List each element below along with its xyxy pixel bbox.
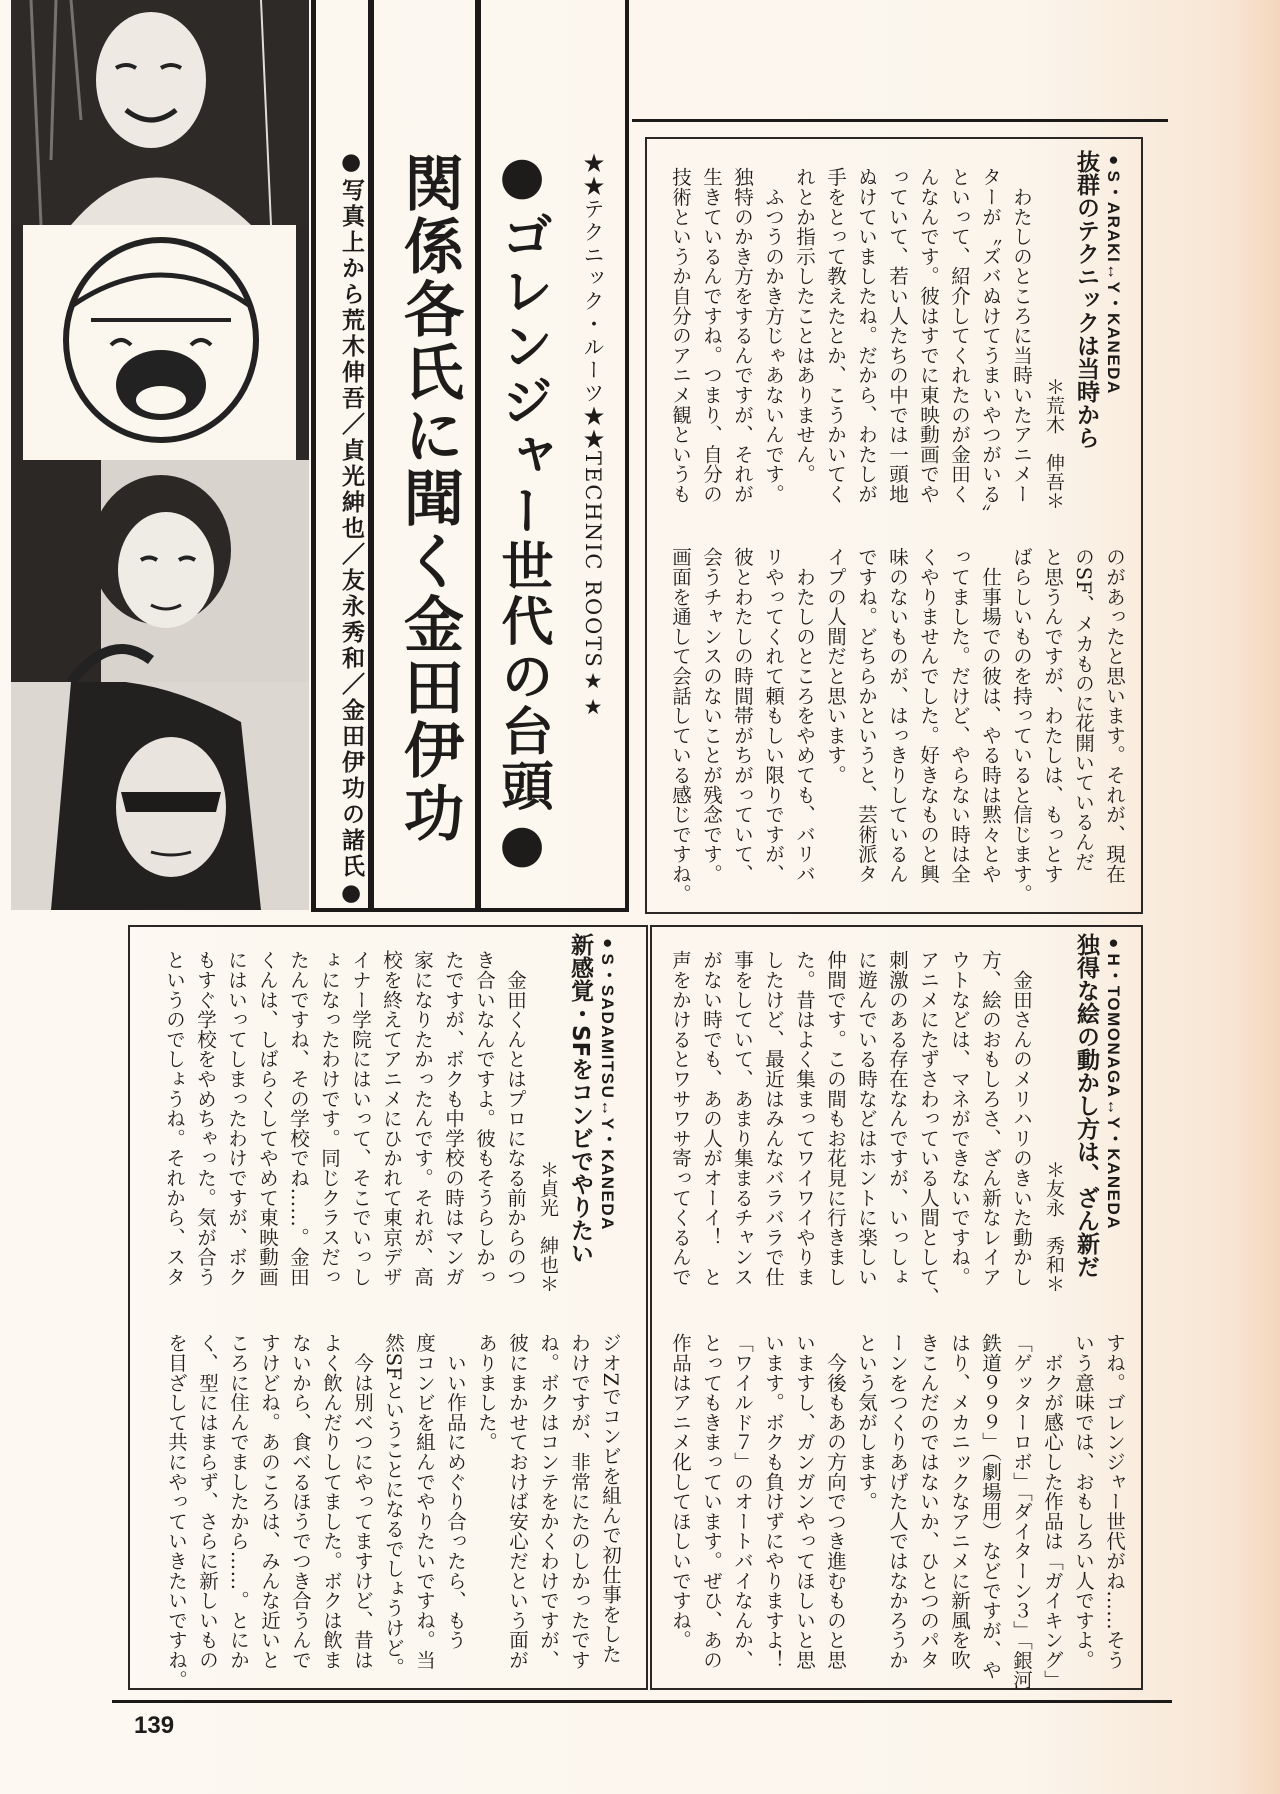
text-line: 鉄道９９９」（劇場用）などですが、や: [979, 1333, 1002, 1680]
text-line: いますし、ガンガンやってほしいと思: [793, 1333, 816, 1670]
text-line: た。昔はよく集まってワイワイやりま: [793, 950, 816, 1287]
text-line: ないから、食べるほうでつき合うんで: [289, 1333, 312, 1670]
text-line: わたしのところをやめても、バリバ: [793, 547, 816, 884]
text-line: 仲間です。この間もお花見に行きまし: [824, 950, 847, 1287]
cartoon-helmet-character: [11, 225, 309, 460]
article-body: [665, 547, 1130, 907]
article-heading: 独得な絵の動かし方は、ざん新だ: [1073, 933, 1099, 1278]
text-line: ふつうのかき方じゃあないんです。: [762, 167, 785, 504]
text-line: れとか指示したことはありません。: [793, 167, 816, 484]
text-line: と思うんですが、わたしは、もっとす: [1041, 547, 1064, 884]
text-line: ばらしいものを持っていると信じます。: [1010, 547, 1033, 904]
article-sadamitsu-lower: [161, 1333, 626, 1693]
text-line: いう意味では、おもしろい人ですよ。: [1072, 1333, 1095, 1670]
text-line: 然SFということになるでしょうけど。: [382, 1333, 405, 1678]
article-author: ＊友永 秀和＊: [1043, 1160, 1065, 1293]
text-line: き合いなんですよ。彼もそうらしかっ: [473, 950, 496, 1287]
photo-portrait-tomonaga: [11, 682, 309, 910]
text-line: という気がします。: [855, 1333, 878, 1512]
article-author: ＊荒木 伸吾＊: [1043, 377, 1065, 510]
text-line: にはいってしまったわけですが、ボク: [225, 950, 248, 1287]
header-rule: [632, 119, 1168, 122]
text-line: のSF、メカものに花開いているんだ: [1072, 547, 1095, 872]
text-line: ボクが感心した作品は「ガイキング」: [1041, 1333, 1064, 1690]
article-araki-lower: [665, 547, 1130, 907]
text-line: ターが〝ズバぬけてうまいやつがいる〟: [979, 167, 1002, 524]
article-araki-upper: [665, 150, 1125, 524]
text-line: というのでしょうね。それから、スタ: [163, 950, 186, 1287]
text-line: きこんだのではないか、ひとつのパタ: [917, 1333, 940, 1670]
text-line: ですね。どちらかというと、芸術派タ: [855, 547, 878, 884]
text-line: すけどね。あのころは、みんな近いと: [258, 1333, 281, 1670]
photo-portrait-sadamitsu: [11, 460, 309, 682]
article-body: [665, 1333, 1130, 1693]
article-body: [665, 933, 1037, 1307]
text-line: がない時でも、あの人がオーイ！ と: [700, 950, 723, 1287]
text-line: 声をかけるとワサワサ寄ってくるんで: [669, 950, 692, 1287]
frame-rule: [368, 0, 374, 912]
text-line: 技術というか自分のアニメ観というも: [669, 167, 692, 504]
text-line: ってました。だけど、やらない時は全: [948, 547, 971, 884]
text-line: ありました。: [475, 1333, 498, 1452]
text-line: ジオZでコンビを組んで初仕事をした: [599, 1333, 622, 1664]
article-tomonaga-lower: [665, 1333, 1130, 1693]
article-body: [665, 150, 1037, 524]
footer-rule: [112, 1700, 1172, 1703]
text-line: 度コンビを組んでやりたいですね。当: [413, 1333, 436, 1670]
text-line: ね。ボクはコンテをかくわけですが、: [537, 1333, 560, 1670]
text-line: ころに住んでましたから……。とにか: [227, 1333, 250, 1670]
portrait-image: [11, 0, 309, 225]
text-line: わけですが、非常にたのしかったです: [568, 1333, 591, 1670]
frame-rule: [625, 0, 629, 912]
text-line: んなんです。彼はすでに東映動画でや: [917, 167, 940, 504]
article-body: [159, 933, 531, 1293]
text-line: います。ボクも負けずにやりますよ！: [762, 1333, 785, 1670]
text-line: 家になりたかったんです。それが、高: [411, 950, 434, 1287]
text-line: 事をしていて、あまり集まるチャンス: [731, 950, 754, 1287]
main-title: 関係各氏に聞く金田伊功: [394, 152, 464, 845]
interview-label: ●H・TOMONAGA↔Y・KANEDA: [1104, 933, 1123, 1231]
text-line: 金田さんのメリハリのきいた動かし: [1010, 950, 1033, 1287]
article-sadamitsu-upper: [159, 933, 619, 1293]
text-line: もすぐ学校をやめちゃった。気が合う: [194, 950, 217, 1287]
text-line: ーンをつくりあげた人ではなかろうか: [886, 1333, 909, 1670]
text-line: くんは、しばらくしてやめて東映動画: [256, 950, 279, 1287]
text-line: 金田くんとはプロになる前からのつ: [504, 950, 527, 1287]
text-line: に遊んでいる時などはホントに楽しい: [855, 950, 878, 1287]
text-line: 生きているんですね。つまり、自分の: [700, 167, 723, 504]
article-author: ＊貞光 紳也＊: [537, 1160, 559, 1293]
text-line: わたしのところに当時いたアニメー: [1010, 167, 1033, 504]
frame-rule: [311, 0, 316, 912]
article-body: [161, 1333, 626, 1693]
article-heading: 抜群のテクニックは当時から: [1073, 150, 1099, 449]
frame-rule: [475, 0, 481, 912]
text-line: はり、メカニックなアニメに新風を吹: [948, 1333, 971, 1670]
text-line: を目ざして共にやっていきたいですね。: [165, 1333, 188, 1690]
text-line: ぬけていましたね。だから、わたしが: [855, 167, 878, 504]
article-tomonaga-upper: [665, 933, 1125, 1307]
text-line: イナー学院にはいって、そこでいっし: [349, 950, 372, 1287]
text-line: 彼とわたしの時間帯がちがっていて、: [731, 547, 754, 884]
illustration-cartoon-character: [11, 225, 309, 460]
text-line: イプの人間だと思います。: [824, 547, 847, 785]
text-line: 今後もあの方向でつき進むものと思: [824, 1333, 847, 1670]
text-line: 手をとって教えたとか、こうかいてく: [824, 167, 847, 504]
text-line: たですが、ボクも中学校の時はマンガ: [442, 950, 465, 1287]
text-line: いい作品にめぐり合ったら、もう: [444, 1333, 467, 1650]
text-line: 仕事場での彼は、やる時は黙々とや: [979, 547, 1002, 884]
text-line: く、型にはまらず、さらに新しいもの: [196, 1333, 219, 1670]
text-line: 方、絵のおもしろさ、ざん新なレイア: [979, 950, 1002, 1287]
text-line: っていて、若い人たちの中では一頭地: [886, 167, 909, 504]
text-line: 作品はアニメ化してほしいですね。: [669, 1333, 692, 1650]
page-number: 139: [134, 1712, 175, 1739]
text-line: 刺激のある存在なんですが、いっしょ: [886, 950, 909, 1287]
text-line: といって、紹介してくれたのが金田く: [948, 167, 971, 504]
photo-portrait-araki: [11, 0, 309, 225]
interview-label: ●S・ARAKI↔Y・KANEDA: [1104, 150, 1123, 395]
subtitle: ●ゴレンジャー世代の台頭●: [492, 146, 552, 877]
text-line: くやりませんでした。好きなものと興: [917, 547, 940, 884]
text-line: ょになったわけです。同じクラスだっ: [318, 950, 341, 1287]
interview-label: ●S・SADAMITSU↔Y・KANEDA: [598, 933, 617, 1231]
text-line: 「ワイルド７」のオートバイなんか、: [731, 1333, 754, 1670]
portrait-image: [11, 460, 309, 682]
photo-caption: ●写真上から荒木伸吾／貞光紳也／友永秀和／金田伊功の諸氏●: [338, 149, 364, 909]
text-line: たんですね、その学校でね……。金田: [287, 950, 310, 1287]
text-line: 独特のかき方をするんですが、それが: [731, 167, 754, 504]
text-line: 会うチャンスのないことが残念です。: [700, 547, 723, 884]
text-line: 彼にまかせておけば安心だという面が: [506, 1333, 529, 1670]
text-line: 校を終えてアニメにひかれて東京デザ: [380, 950, 403, 1287]
text-line: 「ゲッターロボ」「ダイターン３」「銀河: [1010, 1333, 1033, 1690]
kicker: ★★テクニック・ルーツ★★TECHNIC ROOTS★★: [581, 152, 605, 721]
text-line: リやってくれて頼もしい限りですが、: [762, 547, 785, 884]
text-line: 画面を通して会話している感じですね。: [669, 547, 692, 904]
portrait-image: [11, 682, 309, 910]
text-line: すね。ゴレンジャー世代がね……そう: [1103, 1333, 1126, 1670]
text-line: ウトなどは、マネができないですね。: [948, 950, 971, 1287]
text-line: よく飲んだりしてました。ボクは飲ま: [320, 1333, 343, 1670]
text-line: したけど、最近はみんなバラバラで仕: [762, 950, 785, 1287]
text-line: アニメにたずさわっている人間として、: [917, 950, 940, 1307]
text-line: 味のないものが、はっきりしているん: [886, 547, 909, 884]
text-line: 今は別べつにやってますけど、昔は: [351, 1333, 374, 1670]
text-line: とってもきまっています。ぜひ、あの: [700, 1333, 723, 1670]
text-line: のがあったと思います。それが、現在: [1103, 547, 1126, 884]
article-heading: 新感覚・SFをコンビでやりたい: [567, 933, 593, 1265]
